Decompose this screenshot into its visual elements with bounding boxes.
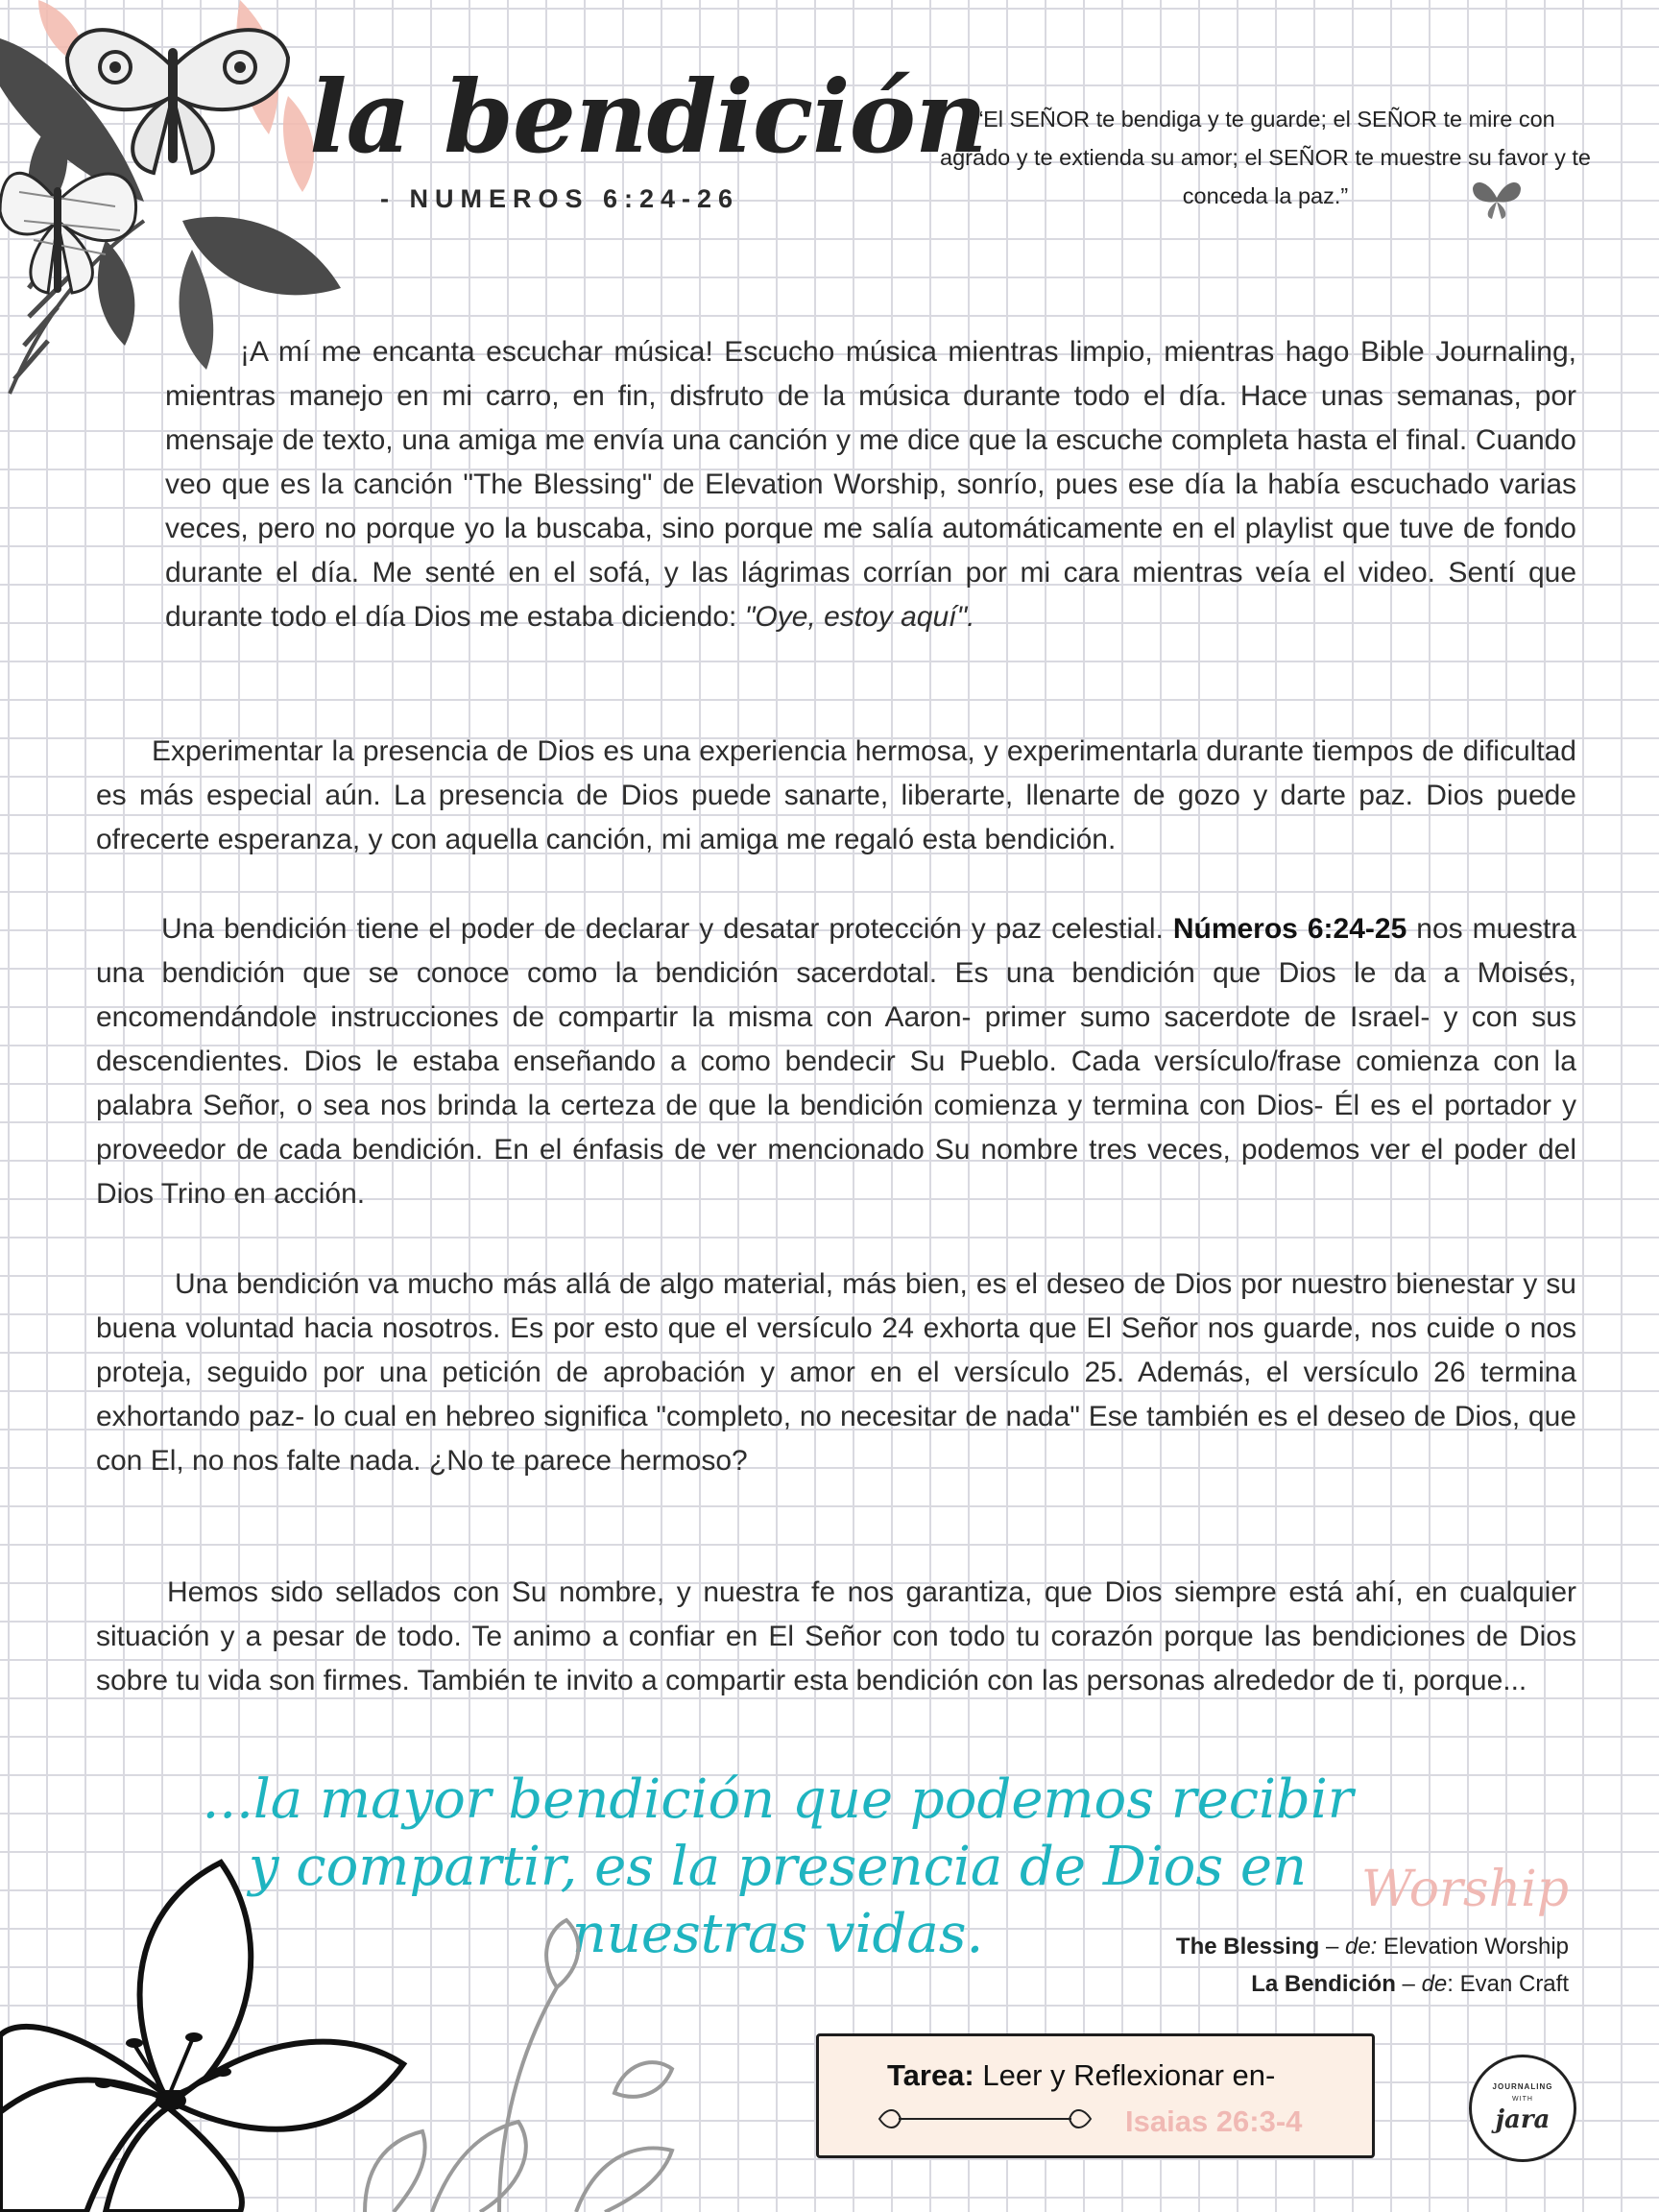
tarea-box bbox=[816, 2033, 1375, 2158]
song-by-label: de bbox=[1421, 1971, 1448, 1997]
paragraph-3-reference: Números 6:24-25 bbox=[1172, 913, 1407, 945]
vine-divider-icon bbox=[870, 2103, 1100, 2135]
flower-illustration bbox=[0, 1843, 710, 2212]
paragraph-1-quote: "Oye, estoy aquí". bbox=[744, 601, 975, 633]
song-by-label: de: bbox=[1344, 1934, 1378, 1960]
song-title: La Bendición bbox=[1251, 1971, 1396, 1997]
tarea-label: Tarea: bbox=[887, 2058, 974, 2092]
paragraph-1-text: ¡A mí me encanta escuchar música! Escucho música mientras limpio, mientras hago Bible Journaling, mientras manejo en mi carro, en fin, disfruto de la música durante todo el día. Hace unas semanas, por mensaje de texto, una amiga me envía una canción y me dice que la escuche completa hasta el final. Cuando veo que es la canción "The Blessing" de Elevation Worship, sonrío, pues ese día la había escuchado varias veces, pero no porque yo la buscaba, sino porque me salía automáticamente en el playlist que tuve de fondo durante el día. Me senté en el sofá, y las lágrimas corrían por mi cara mientras veía el video. Sentí que durante todo el día Dios me estaba diciendo: bbox=[165, 336, 1576, 633]
paragraph-1 bbox=[165, 330, 1576, 639]
scripture-reference: - NUMEROS 6:24-26 bbox=[380, 184, 740, 213]
page-title: la bendición bbox=[309, 58, 987, 176]
paragraph-4: Una bendición va mucho más allá de algo material, más bien, es el deseo de Dios por nuestro bienestar y su buena voluntad hacia nosotros. Es por esto que el versículo 24 exhorta que El Señor nos guarde, nos cuide o nos proteja, seguido por una petición de aprobación y amor en el versículo 25. Además, el versículo 26 termina exhortando paz- lo cual en hebreo significa "completo, no necesitar de nada" Ese también es el deseo de Dios, que con El, no nos falte nada. ¿No te parece hermoso? bbox=[96, 1268, 1576, 1477]
paragraph-3-text-a: Una bendición tiene el poder de declarar y desatar protección y paz celestial. bbox=[161, 913, 1173, 945]
song-item: La Bendición – de: Evan Craft bbox=[1251, 1971, 1569, 1997]
logo-line-3: jara bbox=[1495, 2105, 1551, 2134]
header-scripture-quote: “El SEÑOR te bendiga y te guarde; el SEÑOR te mire con agrado y te extienda su amor; el SEÑOR te muestre su favor y te conceda la paz.” bbox=[940, 107, 1591, 208]
small-butterfly-icon bbox=[1471, 177, 1523, 221]
logo-line-1: JOURNALING bbox=[1492, 2082, 1553, 2091]
song-title: The Blessing bbox=[1175, 1934, 1320, 1960]
paragraph-5: Hemos sido sellados con Su nombre, y nuestra fe nos garantiza, que Dios siempre está ahí, en cualquier situación y a pesar de todo. Te animo a confiar en El Señor con todo tu corazón porque las bendiciones de Dios sobre tu vida son firmes. También te invito a compartir esta bendición con las personas alrededor de ti, porque... bbox=[96, 1576, 1576, 1696]
song-artist: Evan Craft bbox=[1459, 1971, 1569, 1997]
worship-heading: Worship bbox=[1360, 1861, 1569, 1918]
tarea-text: Leer y Reflexionar en- bbox=[982, 2058, 1276, 2092]
song-item: The Blessing – de: Elevation Worship bbox=[1175, 1934, 1569, 1960]
tarea-line bbox=[887, 2058, 1275, 2093]
lily-icon bbox=[365, 1920, 672, 2212]
paragraph-3-text-b: nos muestra una bendición que se conoce como la bendición sacerdotal. Es una bendición que Dios le da a Moisés, encomendándole instrucciones de compartir la misma con Aaron- primer sumo sacerdote de Israel- y con sus descendientes. Dios le estaba enseñando a como bendecir Su Pueblo. Cada versículo/frase comienza con la palabra Señor, o sea nos brinda la certeza de que la bendición comienza y termina con Dios- Él es el portador y proveedor de cada bendición. En el énfasis de ver mencionado Su nombre tres veces, podemos ver el poder del Dios Trino en acción. bbox=[96, 913, 1576, 1210]
paragraph-2: Experimentar la presencia de Dios es una experiencia hermosa, y experimentarla durante tiempos de dificultad es más especial aún. La presencia de Dios puede sanarte, liberarte, llenarte de gozo y darte paz. Dios puede ofrecerte esperanza, y con aquella canción, mi amiga me regaló esta bendición. bbox=[96, 735, 1576, 855]
song-artist: Elevation Worship bbox=[1383, 1934, 1569, 1960]
logo-line-2: WITH bbox=[1512, 2096, 1533, 2103]
closing-quote: ...la mayor bendición que podemos recibir y compartir, es la presencia de Dios en nuestras vidas. bbox=[202, 1768, 1354, 1965]
tarea-reference: Isaias 26:3-4 bbox=[1125, 2104, 1303, 2138]
paragraph-3 bbox=[96, 907, 1576, 1216]
journaling-with-jara-logo bbox=[1469, 2055, 1576, 2162]
